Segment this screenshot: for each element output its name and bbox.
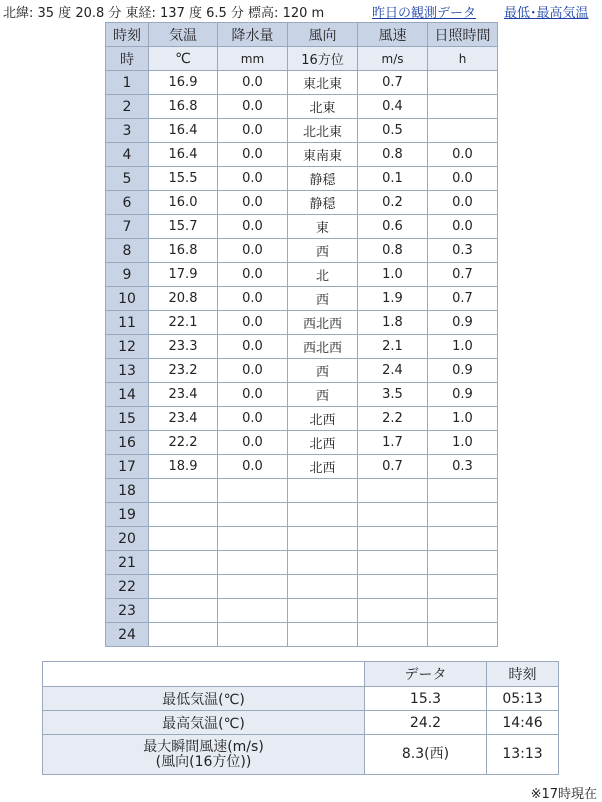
table-row (106, 263, 498, 287)
cell-wind-speed: 1.9 (358, 287, 428, 311)
cell-precipitation: 0.0 (218, 95, 288, 119)
cell-wind-speed: 0.8 (358, 143, 428, 167)
cell-precipitation: 0.0 (218, 191, 288, 215)
cell-temperature: 23.4 (149, 383, 218, 407)
cell-wind-speed (358, 551, 428, 575)
cell-wind-speed: 0.7 (358, 455, 428, 479)
table-row (106, 71, 498, 95)
cell-temperature (149, 479, 218, 503)
summary-col-data: データ (365, 662, 487, 687)
cell-precipitation (218, 575, 288, 599)
cell-temperature (149, 503, 218, 527)
cell-wind-speed: 0.2 (358, 191, 428, 215)
cell-hour: 21 (106, 551, 149, 575)
cell-precipitation (218, 527, 288, 551)
cell-hour: 13 (106, 359, 149, 383)
cell-wind-direction: 西 (288, 239, 358, 263)
cell-precipitation: 0.0 (218, 119, 288, 143)
cell-precipitation (218, 623, 288, 647)
cell-hour: 6 (106, 191, 149, 215)
cell-precipitation: 0.0 (218, 335, 288, 359)
cell-sunshine: 1.0 (428, 335, 498, 359)
cell-temperature (149, 551, 218, 575)
cell-hour: 3 (106, 119, 149, 143)
col-header-time: 時刻 (106, 23, 149, 47)
cell-temperature (149, 599, 218, 623)
cell-wind-speed (358, 503, 428, 527)
table-row (106, 119, 498, 143)
col-header-precipitation: 降水量 (218, 23, 288, 47)
cell-wind-speed: 2.4 (358, 359, 428, 383)
cell-hour: 4 (106, 143, 149, 167)
cell-wind-speed: 1.8 (358, 311, 428, 335)
table-row (106, 455, 498, 479)
table-row (106, 599, 498, 623)
footnote-as-of: ※17時現在 (530, 787, 597, 802)
cell-wind-direction: 北 (288, 263, 358, 287)
table-row (106, 359, 498, 383)
cell-wind-speed: 0.1 (358, 167, 428, 191)
max-temp-time: 14:46 (487, 711, 559, 735)
cell-sunshine (428, 479, 498, 503)
cell-sunshine: 0.9 (428, 383, 498, 407)
cell-wind-direction (288, 479, 358, 503)
cell-precipitation: 0.0 (218, 287, 288, 311)
cell-wind-direction: 西 (288, 359, 358, 383)
cell-temperature (149, 575, 218, 599)
cell-hour: 23 (106, 599, 149, 623)
table-row (106, 527, 498, 551)
cell-sunshine (428, 575, 498, 599)
daily-summary-table (42, 661, 559, 775)
table-row (106, 479, 498, 503)
cell-temperature: 23.4 (149, 407, 218, 431)
cell-wind-speed: 0.7 (358, 71, 428, 95)
cell-hour: 22 (106, 575, 149, 599)
cell-temperature: 15.7 (149, 215, 218, 239)
cell-hour: 18 (106, 479, 149, 503)
cell-precipitation: 0.0 (218, 143, 288, 167)
cell-wind-speed (358, 527, 428, 551)
cell-hour: 8 (106, 239, 149, 263)
cell-sunshine: 1.0 (428, 407, 498, 431)
cell-sunshine: 0.3 (428, 455, 498, 479)
cell-hour: 12 (106, 335, 149, 359)
cell-hour: 2 (106, 95, 149, 119)
cell-hour: 5 (106, 167, 149, 191)
cell-sunshine: 0.3 (428, 239, 498, 263)
cell-temperature: 16.8 (149, 239, 218, 263)
cell-sunshine: 0.0 (428, 167, 498, 191)
table-row (106, 431, 498, 455)
cell-wind-direction: 静穏 (288, 167, 358, 191)
cell-wind-speed: 1.0 (358, 263, 428, 287)
cell-wind-speed (358, 623, 428, 647)
cell-wind-direction: 東南東 (288, 143, 358, 167)
cell-wind-speed (358, 575, 428, 599)
cell-wind-direction: 北北東 (288, 119, 358, 143)
summary-row-max-temp (43, 711, 559, 735)
cell-sunshine: 0.9 (428, 311, 498, 335)
station-location: 北緯: 35 度 20.8 分 東経: 137 度 6.5 分 標高: 120 m (3, 6, 325, 21)
cell-precipitation: 0.0 (218, 71, 288, 95)
cell-temperature: 18.9 (149, 455, 218, 479)
table-row (106, 311, 498, 335)
cell-precipitation (218, 479, 288, 503)
min-temp-time: 05:13 (487, 687, 559, 711)
table-row (106, 335, 498, 359)
cell-hour: 1 (106, 71, 149, 95)
cell-wind-direction: 北西 (288, 455, 358, 479)
cell-sunshine (428, 503, 498, 527)
cell-wind-speed: 0.4 (358, 95, 428, 119)
cell-wind-direction: 東 (288, 215, 358, 239)
summary-header-blank (43, 662, 365, 687)
cell-hour: 16 (106, 431, 149, 455)
cell-sunshine (428, 95, 498, 119)
header-row (106, 23, 498, 47)
cell-hour: 11 (106, 311, 149, 335)
cell-hour: 19 (106, 503, 149, 527)
cell-temperature: 16.8 (149, 95, 218, 119)
cell-precipitation: 0.0 (218, 359, 288, 383)
cell-hour: 9 (106, 263, 149, 287)
cell-sunshine: 0.9 (428, 359, 498, 383)
cell-wind-direction: 静穏 (288, 191, 358, 215)
cell-precipitation (218, 503, 288, 527)
cell-sunshine (428, 551, 498, 575)
table-row (106, 143, 498, 167)
table-row (106, 407, 498, 431)
cell-wind-direction: 北西 (288, 431, 358, 455)
cell-wind-direction (288, 599, 358, 623)
col-header-temperature: 気温 (149, 23, 218, 47)
cell-precipitation: 0.0 (218, 455, 288, 479)
unit-row (106, 47, 498, 71)
summary-row-min-temp (43, 687, 559, 711)
unit-time: 時 (106, 47, 149, 71)
cell-wind-speed: 1.7 (358, 431, 428, 455)
cell-wind-speed: 0.5 (358, 119, 428, 143)
cell-hour: 20 (106, 527, 149, 551)
cell-sunshine (428, 623, 498, 647)
cell-sunshine (428, 119, 498, 143)
max-gust-label-line1: 最大瞬間風速(m/s) (143, 738, 264, 755)
cell-temperature: 17.9 (149, 263, 218, 287)
min-temp-value: 15.3 (365, 687, 487, 711)
cell-hour: 15 (106, 407, 149, 431)
cell-sunshine: 0.0 (428, 191, 498, 215)
cell-wind-direction (288, 527, 358, 551)
max-gust-label (43, 735, 365, 775)
max-gust-value: 8.3(西) (365, 735, 487, 775)
unit-wind-speed: m/s (358, 47, 428, 71)
station-header (0, 2, 602, 20)
table-row (106, 575, 498, 599)
yesterday-data-link[interactable]: 昨日の観測データ (372, 6, 477, 21)
cell-hour: 17 (106, 455, 149, 479)
cell-hour: 24 (106, 623, 149, 647)
cell-precipitation: 0.0 (218, 215, 288, 239)
cell-wind-speed: 0.8 (358, 239, 428, 263)
cell-temperature: 23.2 (149, 359, 218, 383)
max-temp-label: 最高気温(℃) (43, 711, 365, 735)
cell-precipitation (218, 599, 288, 623)
hourly-observation-table (105, 22, 498, 647)
cell-wind-direction (288, 551, 358, 575)
cell-temperature: 16.4 (149, 119, 218, 143)
min-temp-label: 最低気温(℃) (43, 687, 365, 711)
table-row (106, 383, 498, 407)
cell-precipitation: 0.0 (218, 167, 288, 191)
cell-wind-direction: 西北西 (288, 335, 358, 359)
cell-sunshine: 0.7 (428, 287, 498, 311)
cell-precipitation: 0.0 (218, 431, 288, 455)
table-row (106, 167, 498, 191)
max-gust-time: 13:13 (487, 735, 559, 775)
table-row (106, 623, 498, 647)
unit-temperature: ℃ (149, 47, 218, 71)
cell-temperature: 16.0 (149, 191, 218, 215)
cell-temperature: 20.8 (149, 287, 218, 311)
cell-wind-direction: 北東 (288, 95, 358, 119)
summary-header-row (43, 662, 559, 687)
table-row (106, 239, 498, 263)
table-row (106, 503, 498, 527)
col-header-sunshine: 日照時間 (428, 23, 498, 47)
cell-wind-speed: 2.2 (358, 407, 428, 431)
cell-wind-speed: 0.6 (358, 215, 428, 239)
max-temp-value: 24.2 (365, 711, 487, 735)
cell-wind-direction (288, 503, 358, 527)
cell-precipitation: 0.0 (218, 311, 288, 335)
cell-wind-direction: 西北西 (288, 311, 358, 335)
cell-hour: 7 (106, 215, 149, 239)
cell-precipitation: 0.0 (218, 383, 288, 407)
cell-temperature: 15.5 (149, 167, 218, 191)
cell-sunshine: 0.0 (428, 215, 498, 239)
summary-row-max-gust (43, 735, 559, 775)
cell-wind-direction: 東北東 (288, 71, 358, 95)
table-row (106, 95, 498, 119)
cell-sunshine (428, 71, 498, 95)
max-gust-label-line2: (風向(16方位)) (155, 753, 252, 770)
cell-wind-speed: 3.5 (358, 383, 428, 407)
cell-sunshine: 0.0 (428, 143, 498, 167)
cell-wind-direction (288, 623, 358, 647)
summary-col-time: 時刻 (487, 662, 559, 687)
cell-temperature: 16.4 (149, 143, 218, 167)
cell-temperature: 16.9 (149, 71, 218, 95)
cell-wind-direction: 北西 (288, 407, 358, 431)
cell-wind-speed (358, 599, 428, 623)
cell-sunshine (428, 599, 498, 623)
cell-hour: 10 (106, 287, 149, 311)
cell-hour: 14 (106, 383, 149, 407)
cell-precipitation: 0.0 (218, 263, 288, 287)
cell-wind-speed (358, 479, 428, 503)
cell-temperature: 22.1 (149, 311, 218, 335)
cell-temperature: 22.2 (149, 431, 218, 455)
cell-wind-direction: 西 (288, 287, 358, 311)
cell-wind-speed: 2.1 (358, 335, 428, 359)
cell-sunshine: 1.0 (428, 431, 498, 455)
cell-temperature: 23.3 (149, 335, 218, 359)
cell-precipitation (218, 551, 288, 575)
cell-precipitation: 0.0 (218, 239, 288, 263)
unit-wind-direction: 16方位 (288, 47, 358, 71)
table-row (106, 215, 498, 239)
cell-sunshine (428, 527, 498, 551)
min-max-temp-link[interactable]: 最低･最高気温 (504, 6, 589, 21)
unit-sunshine: h (428, 47, 498, 71)
table-row (106, 287, 498, 311)
col-header-wind-speed: 風速 (358, 23, 428, 47)
cell-temperature (149, 623, 218, 647)
col-header-wind-direction: 風向 (288, 23, 358, 47)
unit-precipitation: mm (218, 47, 288, 71)
table-row (106, 191, 498, 215)
cell-wind-direction: 西 (288, 383, 358, 407)
cell-temperature (149, 527, 218, 551)
cell-wind-direction (288, 575, 358, 599)
cell-precipitation: 0.0 (218, 407, 288, 431)
table-row (106, 551, 498, 575)
cell-sunshine: 0.7 (428, 263, 498, 287)
